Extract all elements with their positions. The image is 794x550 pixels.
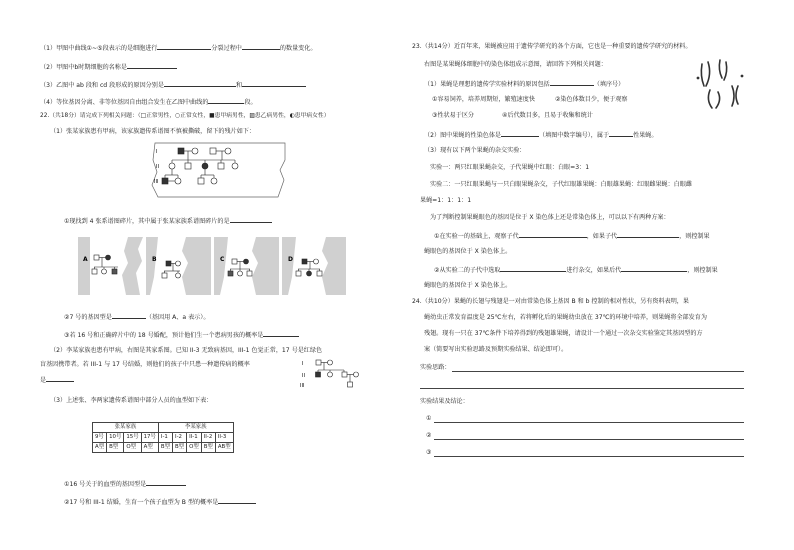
question-1-line (40, 43, 316, 53)
table-cell: O型 (187, 443, 202, 453)
table-header-cell: II-2 (201, 433, 215, 443)
q22-2: （2）李某家族也患有甲病，右图是其家系图。已知 II-3 无致病基因，III-1 色觉正常，17 号是红绿色 (50, 347, 323, 354)
table-cell: B型 (107, 443, 124, 453)
table-cell: O型 (124, 443, 141, 453)
table-cell: B型 (172, 443, 186, 453)
answer-blank[interactable] (242, 80, 306, 87)
right-column (400, 0, 794, 550)
fragment-label: C (220, 256, 225, 263)
fragment-label: A (83, 256, 88, 263)
answer-line[interactable] (434, 456, 744, 457)
q23-method-2-cont: 蝇眼色的基因位于 X 染色体上。 (424, 282, 512, 289)
answer-line[interactable] (434, 439, 744, 440)
question-24-header: 24.（共10分）果蝇的长翅与残翅是一对由常染色体上基因 B 和 b 控制的相对性状，另有资料表明，果 (412, 298, 689, 305)
question-22-header: 22.（共18分）请完成下列相关问题：（□正常男性，○正常女性，■患甲病男性，▨患乙病男性，◐患甲病女性） (40, 113, 330, 119)
fragment-strip (78, 237, 346, 295)
q2-text: （2）甲图中b时期细胞的名称是 (40, 64, 127, 71)
q1-text-b: 分裂过程中 (211, 45, 242, 52)
method-2-text: ②从实验二的子代中选取 (434, 267, 501, 274)
question-4-line (40, 97, 257, 107)
fragment-b (146, 237, 211, 295)
answer-line[interactable] (434, 422, 744, 423)
svg-text:I: I (302, 361, 304, 367)
q22-1a (64, 216, 272, 226)
fragment-label: B (152, 256, 157, 263)
q22-2c (40, 375, 74, 385)
question-2-line (40, 62, 177, 72)
q23-1-text: （1）果蝇是理想的遗传学实验材料的原因包括 (424, 81, 550, 88)
q24-line-4: 案（简要写出实验思路及预期实验结果、结论即可）。 (424, 346, 568, 353)
table-header-cell: II-3 (215, 433, 233, 443)
q23-2-text: （2）图中果蝇的性染色体是 (424, 132, 502, 139)
option-2: ②染色体数目少，便于观察 (554, 96, 628, 103)
table-cell: AB型 (215, 443, 233, 453)
answer-line[interactable] (452, 371, 744, 372)
experiment-idea-label: 实验思路： (420, 364, 451, 371)
answer-blank[interactable] (501, 130, 539, 137)
svg-text:II: II (156, 164, 159, 170)
q22-1b (64, 312, 209, 322)
table-cell: B型 (158, 443, 172, 453)
table-cell: B型 (201, 443, 215, 453)
answer-blank[interactable] (218, 497, 256, 504)
answer-blank[interactable] (242, 43, 280, 50)
q22-1a-text: ①现找到 4 张系谱图碎片，其中属于张某家族系谱图碎片的是 (64, 218, 230, 225)
table-header-cell: 15号 (124, 433, 141, 443)
answer-blank[interactable] (230, 216, 272, 223)
results-label: 实验结果及结论： (420, 398, 469, 405)
fragment-c (214, 237, 279, 295)
table-header-cell: II-1 (187, 433, 202, 443)
q22-1b-text: ②7 号的基因型是 (64, 314, 112, 321)
fragment-d (282, 237, 346, 295)
q3-text: （3）乙图中 ab 段和 cd 段形成的原因分别是 (40, 82, 164, 89)
q23-method-1 (434, 231, 710, 241)
answer-blank[interactable] (500, 265, 566, 272)
svg-text:II: II (302, 373, 305, 379)
experiment-2b: 果蝇=1：1：1：1 (420, 197, 472, 204)
answer-blank[interactable] (46, 375, 74, 382)
answer-blank[interactable] (621, 265, 687, 272)
q1-text-c: 的数量变化。 (279, 45, 317, 52)
method-1-text-c: ，则控制果 (679, 233, 710, 240)
table-header-cell: 10号 (107, 433, 124, 443)
q22-1c-text: ③若 16 号和正确碎片中的 18 号婚配，预计他们生一个患病男孩的概率是 (64, 332, 264, 339)
q3-text-b: 和 (235, 82, 243, 89)
q22-1c (64, 330, 299, 340)
svg-text:III: III (154, 179, 159, 185)
option-1: ①容易饲养，培养周期短，繁殖速度快 (432, 96, 535, 103)
q22-3a (64, 479, 186, 489)
q22-1b-text-b: （基因用 A、a 表示）。 (145, 314, 210, 321)
q24-line-3: 残翅。现有一只在 37℃条件下培养得到的残翅雄果蝇，请设计一个通过一次杂交实验鉴定其基因型的方 (424, 330, 703, 337)
q23-1 (424, 79, 624, 89)
q23-1-options-a (432, 96, 627, 104)
option-4: ④后代数目多，且易于收集和统计 (502, 112, 593, 119)
q1-text: （1）甲图中曲线①~⑤段表示的是细胞进行 (40, 45, 158, 52)
table-cell: A型 (141, 443, 158, 453)
question-23-header: 23.（共14分）近百年来，果蝇被应用于遗传学研究的各个方面，它也是一种重要的遗传学研究的材料。 (412, 43, 692, 50)
q23-2-text-b: （填图中数字编号），属于 (539, 132, 610, 139)
answer-blank[interactable] (208, 97, 244, 104)
answer-blank[interactable] (550, 79, 594, 86)
answer-blank[interactable] (609, 130, 633, 137)
q23-1-options-b (432, 112, 593, 120)
q23-2 (424, 130, 657, 140)
question-3-line (40, 80, 306, 90)
q22-3b (64, 497, 256, 507)
q23-1-text-b: （填序号） (593, 81, 625, 88)
table-header-cell: I-1 (158, 433, 172, 443)
q24-line-2: 蝇幼虫正常发育温度是 25℃左右，若将孵化后的果蝇幼虫放在 37℃的环境中培养，则果蝇将全部发育为 (424, 314, 707, 321)
experiment-2: 实验二：一只红眼果蝇与一只白眼果蝇杂交，子代红眼雄果蝇：白眼雄果蝇：红眼雌果蝇：白眼雌 (430, 181, 693, 188)
table-header-cell: I-2 (172, 433, 186, 443)
fragments-svg (78, 237, 346, 295)
q22-2b: 盲基因携带者。若 III-1 与 17 号结婚，则他们的孩子中只患一种遗传病的概率 (40, 361, 250, 368)
table-cell: A型 (93, 443, 107, 453)
fragment-label: D (288, 256, 293, 263)
answer-blank[interactable] (146, 479, 186, 486)
q22-3b-text: ②17 号和 III-1 结婚，生育一个孩子血型为 B 型的概率是 (64, 499, 219, 506)
q22-2c-text: 是 (40, 377, 47, 384)
q23-method-2 (434, 265, 718, 275)
answer-blank[interactable] (263, 330, 299, 337)
q22-3: （3）上述张、李两家遗传系谱图中部分人员的血型如下表： (50, 397, 213, 404)
q23-3: （3）现有以下两个果蝇的杂交实验： (424, 147, 526, 154)
svg-text:I: I (156, 149, 158, 155)
answer-blank[interactable] (127, 62, 177, 69)
result-item-1: ① (426, 415, 432, 422)
answer-blank[interactable] (617, 231, 679, 238)
result-item-2: ② (426, 432, 432, 439)
answer-blank[interactable] (112, 312, 146, 319)
answer-blank[interactable] (157, 43, 211, 50)
q4-text: （4）等位基因分离、非等位基因自由组合发生在乙图中曲线的 (40, 99, 209, 106)
torn-pedigree-figure (150, 140, 290, 200)
table-group-header: 张某家族 (93, 423, 159, 433)
answer-blank[interactable] (519, 231, 587, 238)
table-header-cell: 9号 (93, 433, 107, 443)
answer-blank[interactable] (164, 80, 236, 87)
experiment-1: 实验一：两只红眼果蝇杂交，子代果蝇中红眼：白眼=3：1 (430, 164, 590, 171)
li-family-pedigree (300, 358, 380, 394)
blood-type-table (92, 422, 234, 453)
q4-text-b: 段。 (244, 99, 257, 106)
method-1-text-b: ，如果子代 (586, 233, 618, 240)
answer-line[interactable] (420, 388, 744, 389)
q22-part1: （1）张某家族患有甲病，该家族遗传系谱图不慎被撕破，留下的残片如下： (50, 128, 255, 135)
q23-method: 为了判断控制果蝇眼色的基因是位于 X 染色体上还是常染色体上，可以以下有两种方案： (430, 214, 670, 221)
q23-2-text-c: 性果蝇。 (633, 132, 658, 139)
table-group-header: 李某家族 (158, 423, 233, 433)
q23-intro: 右图是某果蝇体细胞中的染色体组成示意图，请回答下列相关问题： (424, 61, 607, 68)
table-header-cell: 17号 (141, 433, 158, 443)
method-2-text-b: 进行杂交，如果后代 (566, 267, 622, 274)
fragment-a (78, 237, 143, 295)
option-3: ③性状易于区分 (432, 112, 475, 119)
svg-text:III: III (300, 383, 305, 389)
method-1-text: ①在实验一的基础上，观察子代 (434, 233, 519, 240)
q22-3a-text: ①16 号关于的血型的基因型是 (64, 481, 147, 488)
result-item-3: ③ (426, 449, 432, 456)
q23-method-1-cont: 蝇眼色的基因位于 X 染色体上。 (424, 248, 512, 255)
method-2-text-c: ，则控制果 (687, 267, 718, 274)
fruitfly-chromosome-figure (690, 56, 750, 114)
